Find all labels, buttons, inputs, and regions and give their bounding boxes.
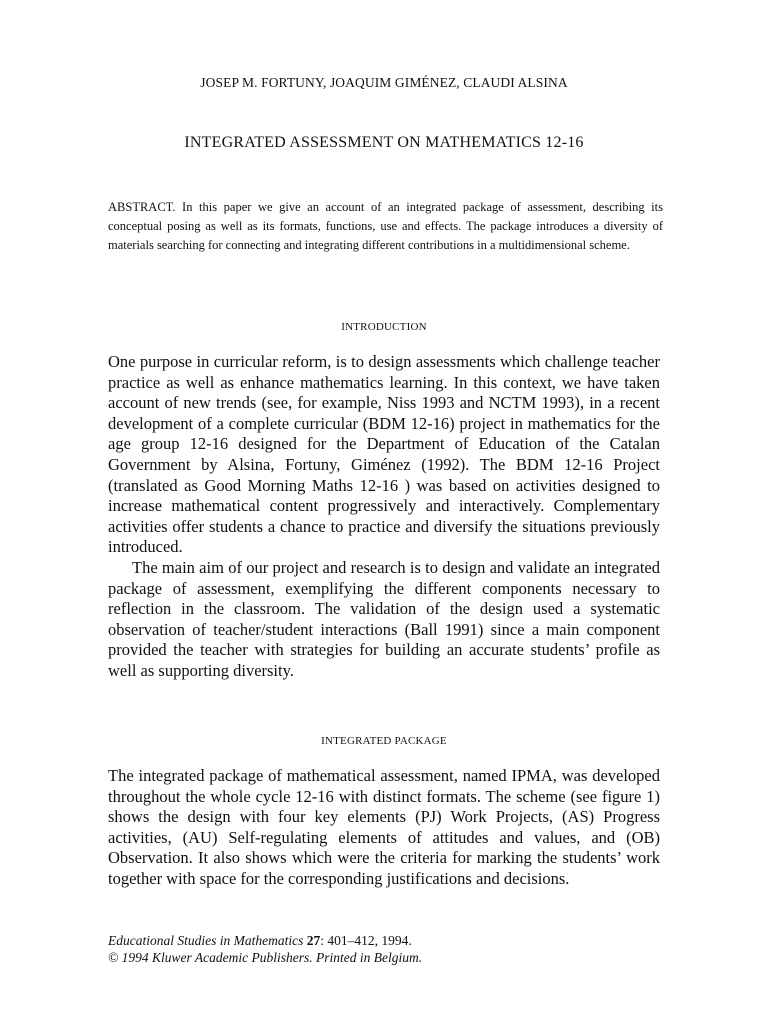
journal-volume: 27 [306, 933, 321, 948]
citation-footer [108, 932, 668, 966]
introduction-heading: INTRODUCTION [341, 321, 427, 333]
copyright-line: © 1994 Kluwer Academic Publishers. Printed in Belgium. [108, 950, 423, 965]
paper-title: INTEGRATED ASSESSMENT ON MATHEMATICS 12-16 [184, 134, 584, 151]
journal-name: Educational Studies in Mathematics [108, 933, 304, 948]
abstract-paragraph: ABSTRACT. In this paper we give an account of an integrated package of assessment, describing its conceptual posing as well as its formats, functions, use and effects. The package introduces a diversity of materials searching for connecting and integrating different contributions in a multidimensional scheme. [108, 200, 663, 252]
introduction-paragraph-2: The main aim of our project and research is to design and validate an integrated package of assessment, exemplifying the different components necessary to reflection in the classroom. The validation of the design used a systematic observation of teacher/student interactions (Ball 1991) since a main component provided the teacher with strategies for building an accurate students’ profile as well as supporting diversity. [108, 557, 660, 680]
introduction-body [108, 352, 660, 682]
journal-pages-year: : 401–412, 1994. [320, 933, 412, 948]
introduction-paragraph-1: One purpose in curricular reform, is to design assessments which challenge teacher practice as well as enhance mathematics learning. In this context, we have taken account of new trends (see, for example, Niss 1993 and NCTM 1993), in a recent development of a complete curricular (BDM 12-16) project in mathematics for the age group 12-16 designed for the Department of Education of the Catalan Government by Alsina, Fortuny, Giménez (1992). The BDM 12-16 Project (translated as Good Morning Maths 12-16 ) was based on activities designed to increase mathematical content progressively and interactively. Complementary activities offer students a chance to practice and diversify the situations previously introduced. [108, 352, 660, 557]
integrated-package-paragraph-1: The integrated package of mathematical assessment, named IPMA, was developed throughout the whole cycle 12-16 with distinct formats. The scheme (see figure 1) shows the design with four key elements (PJ) Work Projects, (AS) Progress activities, (AU) Self-regulating elements of attitudes and values, and (OB) Observation. It also shows which were the criteria for marking the students’ work together with space for the corresponding justifications and decisions. [108, 766, 660, 888]
integrated-package-body [108, 766, 660, 890]
citation-line [108, 932, 668, 949]
integrated-package-heading: INTEGRATED PACKAGE [321, 735, 447, 747]
authors-line: JOSEP M. FORTUNY, JOAQUIM GIMÉNEZ, CLAUDI ALSINA [200, 75, 568, 90]
